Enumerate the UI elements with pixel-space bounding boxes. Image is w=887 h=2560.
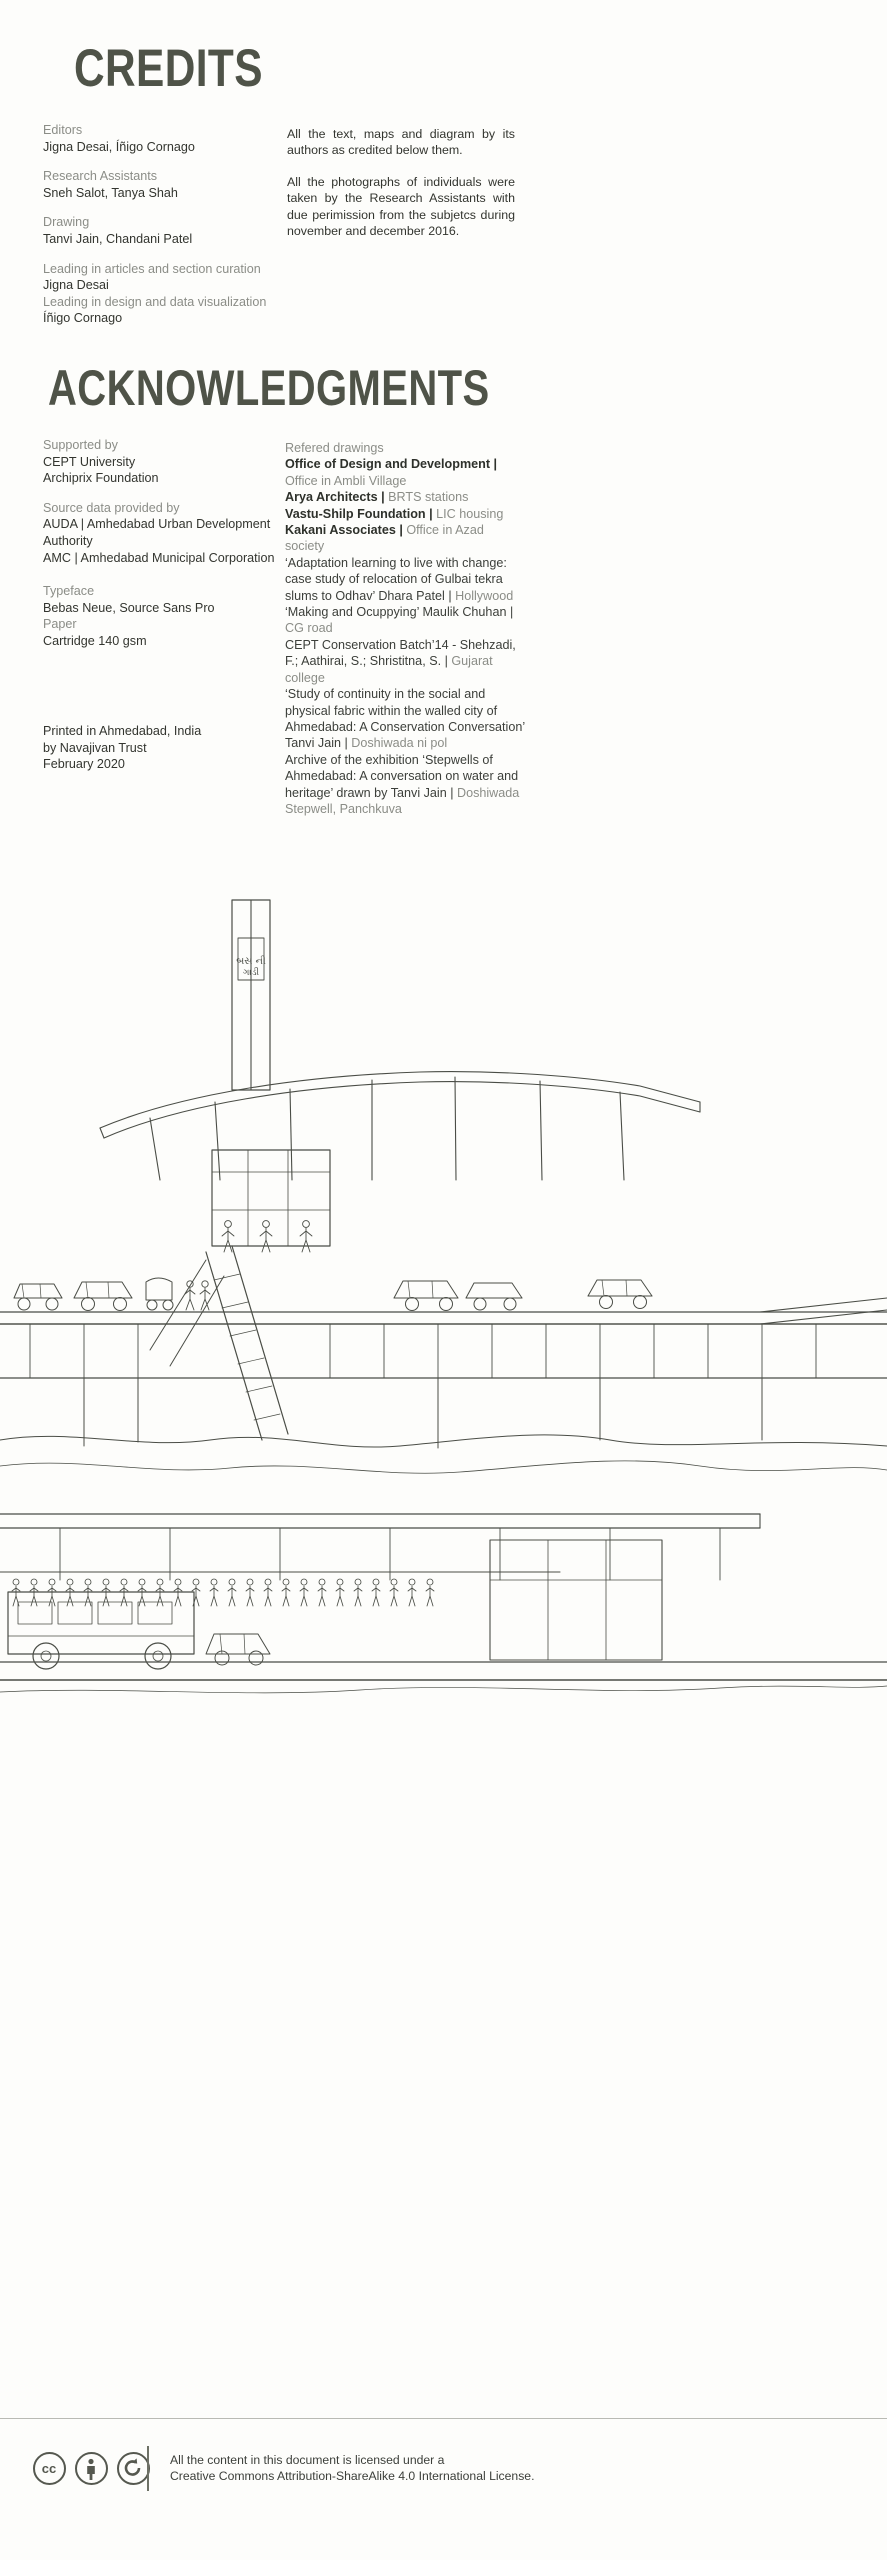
ack-value: Cartridge 140 gsm [43, 633, 147, 648]
referred-drawing-item: ‘Making and Ocuppying’ Maulik Chuhan | CG road [285, 605, 514, 636]
referred-drawing-item: Vastu-Shilp Foundation | LIC housing [285, 506, 504, 521]
ack-label: Typeface [43, 584, 95, 599]
credit-entry [43, 168, 283, 201]
credit-value: Jigna Desai, Íñigo Cornago [43, 139, 195, 154]
printed-line: by Navajivan Trust [43, 740, 147, 755]
credit-entry [43, 294, 283, 327]
credits-right-column [287, 126, 515, 254]
credit-value: Sneh Salot, Tanya Shah [43, 185, 178, 200]
referred-drawing-item: Office of Design and Development | Office in Ambli Village [285, 457, 498, 488]
acknowledgments-left-column [43, 437, 275, 650]
credits-heading: CREDITS [74, 39, 263, 98]
printed-info [43, 723, 283, 773]
credit-entry [43, 214, 283, 247]
ack-value: Bebas Neue, Source Sans Pro [43, 600, 215, 615]
creative-commons-badges [33, 2452, 150, 2485]
credit-label: Editors [43, 123, 83, 137]
referred-drawing-item: Arya Architects | BRTS stations [285, 490, 469, 505]
credit-value: Jigna Desai [43, 278, 109, 293]
credit-label: Leading in articles and section curation [43, 261, 261, 276]
referred-drawing-item: Archive of the exhibition ‘Stepwells of Ahmedabad: A conversation on water and heritage’ drawn by Tanvi Jain | Doshiwada Stepwell, Panchkuva [285, 752, 520, 816]
license-line-2: Creative Commons Attribution-ShareAlike 4.0 International License. [170, 2469, 535, 2484]
ack-label: Source data provided by [43, 500, 180, 515]
attribution-icon [75, 2452, 108, 2485]
ack-value: AMC | Amhedabad Municipal Corporation [43, 550, 275, 565]
credit-entry [43, 122, 283, 155]
footer-divider-rule [0, 2418, 887, 2419]
credit-value: Tanvi Jain, Chandani Patel [43, 231, 193, 246]
ack-value: CEPT University [43, 454, 136, 469]
acknowledgments-heading: ACKNOWLEDGMENTS [48, 360, 490, 416]
referred-drawings-column [285, 440, 525, 817]
license-line-1: All the content in this document is licensed under a [170, 2453, 445, 2467]
credit-label: Drawing [43, 215, 90, 230]
printed-line: Printed in Ahmedabad, India [43, 724, 202, 738]
svg-text:બસ ની: બસ ની [236, 956, 266, 967]
ack-entry [43, 500, 275, 566]
ack-value: AUDA | Amhedabad Urban Development Authority [43, 517, 271, 548]
printed-line: February 2020 [43, 757, 125, 772]
credit-label: Leading in design and data visualization [43, 294, 267, 309]
referred-drawing-item: CEPT Conservation Batch’14 - Shehzadi, F.; Aathirai, S.; Shristitna, S. | Gujarat college [285, 637, 516, 685]
ack-label: Supported by [43, 438, 118, 452]
license-statement [170, 2452, 790, 2485]
credit-label: Research Assistants [43, 169, 158, 184]
svg-text:ગાડી: ગાડી [242, 968, 260, 978]
share-alike-icon [117, 2452, 150, 2485]
ack-entry [43, 437, 275, 487]
referred-drawing-item: ‘Study of continuity in the social and physical fabric within the walled city of Ahmedabad: A Conservation Conversation’ Tanvi Jain | Doshiwada ni pol [285, 687, 525, 751]
credits-note: All the photographs of individuals were taken by the Research Assistants with due perimission from the subjetcs during november and december 2016. [287, 174, 515, 239]
ack-value: Archiprix Foundation [43, 471, 159, 486]
credit-entry [43, 261, 283, 294]
credit-value: Íñigo Cornago [43, 311, 123, 326]
ack-entry [43, 583, 275, 649]
ack-label: Paper [43, 617, 77, 632]
referred-drawing-item: ‘Adaptation learning to live with change: case study of relocation of Gulbai tekra slums to Odhav’ Dhara Patel | Hollywood [285, 555, 514, 603]
credits-note: All the text, maps and diagram by its authors as credited below them. [287, 127, 515, 158]
footer-vertical-divider [147, 2446, 149, 2491]
referred-drawing-item: Kakani Associates | Office in Azad society [285, 523, 484, 554]
referred-drawings-label: Refered drawings [285, 441, 384, 455]
credits-left-column [43, 122, 283, 327]
brts-station-section-illustration [0, 880, 887, 2300]
creative-commons-icon [33, 2452, 66, 2485]
license-footer [0, 2418, 887, 2518]
svg-text:cc: cc [41, 2461, 57, 2476]
